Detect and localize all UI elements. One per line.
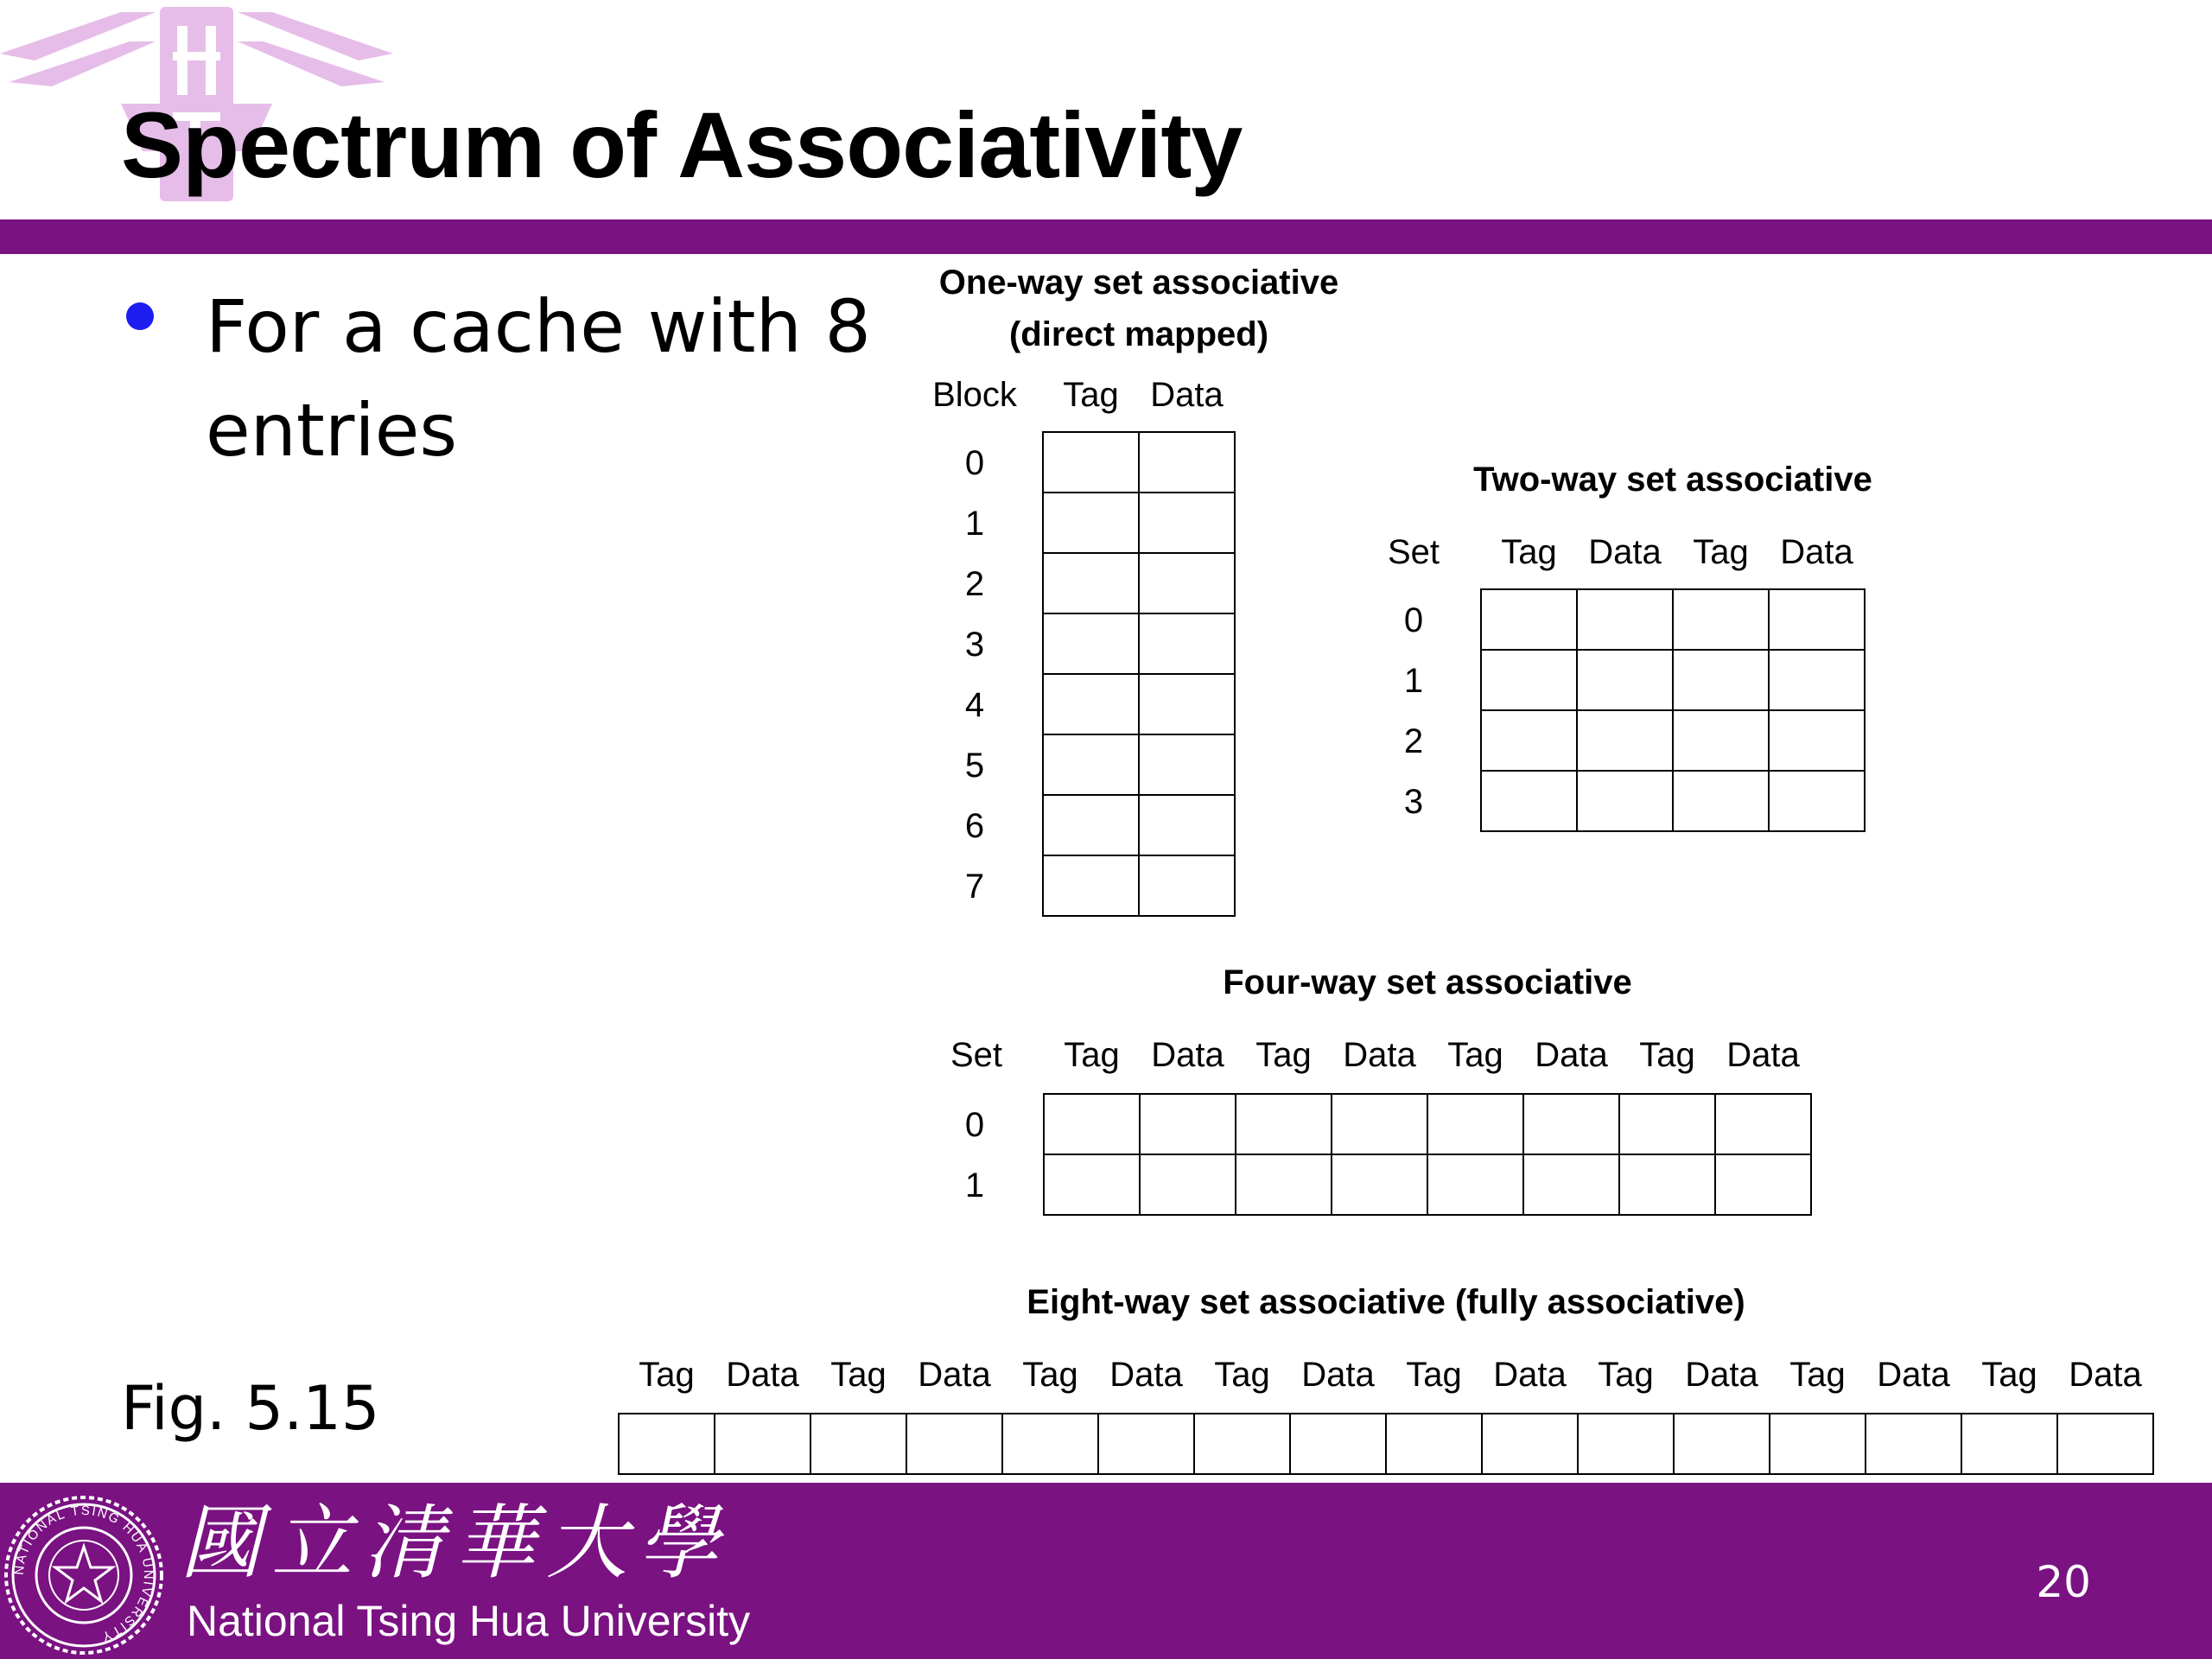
cache-cell <box>2057 1414 2153 1474</box>
cache-cell <box>1236 1154 1332 1215</box>
column-label: Data <box>1535 1036 1608 1074</box>
cache-cell <box>1715 1154 1811 1215</box>
cache-cell <box>1043 674 1139 734</box>
cache-table-1 <box>932 264 1338 916</box>
row-label: 0 <box>964 444 985 482</box>
column-label: Tag <box>1598 1356 1654 1394</box>
column-label: Data <box>726 1356 799 1394</box>
cache-table-2 <box>1388 461 1872 831</box>
bullet-text: For a cache with 8 entries <box>206 284 871 473</box>
cache-cell <box>1043 613 1139 674</box>
cache-cell <box>1002 1414 1098 1474</box>
column-label: Data <box>1150 376 1224 414</box>
university-seal-icon <box>2 1493 166 1657</box>
row-header-label: Set <box>1387 533 1440 571</box>
column-label: Tag <box>1406 1356 1462 1394</box>
column-label: Data <box>1343 1036 1416 1074</box>
cache-cell <box>906 1414 1002 1474</box>
column-label: Tag <box>1693 533 1749 571</box>
cache-cell <box>1044 1094 1140 1154</box>
column-label: Data <box>918 1356 991 1394</box>
cache-cell <box>1427 1094 1523 1154</box>
cache-cell <box>1386 1414 1482 1474</box>
cache-cell <box>1043 553 1139 613</box>
column-label: Data <box>1877 1356 1950 1394</box>
cache-cell <box>1139 674 1235 734</box>
row-label: 3 <box>1403 783 1424 821</box>
row-label: 1 <box>1403 662 1424 700</box>
cache-cell <box>1769 650 1865 710</box>
column-label: Data <box>1151 1036 1224 1074</box>
cache-cell <box>1139 734 1235 795</box>
column-label: Tag <box>1022 1356 1078 1394</box>
row-label: 6 <box>964 807 985 845</box>
column-label: Tag <box>1639 1036 1695 1074</box>
cache-cell <box>1715 1094 1811 1154</box>
row-label: 7 <box>964 868 985 906</box>
row-header-label: Set <box>950 1036 1003 1074</box>
column-label: Tag <box>1214 1356 1270 1394</box>
cache-cell <box>1044 1154 1140 1215</box>
table-title: Four-way set associative <box>1223 963 1632 1001</box>
table-title: One-way set associative <box>938 264 1339 302</box>
cache-cell <box>1139 613 1235 674</box>
column-label: Tag <box>1063 376 1119 414</box>
column-label: Tag <box>639 1356 695 1394</box>
table-title: (direct mapped) <box>1008 315 1269 353</box>
cache-cell <box>1481 589 1577 650</box>
column-label: Tag <box>1789 1356 1846 1394</box>
cache-cell <box>1578 1414 1674 1474</box>
cache-cell <box>1673 650 1769 710</box>
cache-cell <box>1673 589 1769 650</box>
cache-cell <box>619 1414 715 1474</box>
column-label: Data <box>1588 533 1662 571</box>
row-label: 4 <box>964 686 985 724</box>
cache-cell <box>1769 771 1865 831</box>
cache-cell <box>1619 1154 1715 1215</box>
cache-cell <box>1523 1094 1619 1154</box>
cache-cell <box>1770 1414 1866 1474</box>
cache-cell <box>1577 710 1673 771</box>
column-label: Data <box>1109 1356 1183 1394</box>
column-label: Tag <box>830 1356 887 1394</box>
slide-title: Spectrum of Associativity <box>121 92 1243 197</box>
cache-cell <box>1769 589 1865 650</box>
cache-cell <box>1674 1414 1770 1474</box>
cache-cell <box>1332 1094 1427 1154</box>
row-label: 2 <box>1403 722 1424 760</box>
column-label: Data <box>1726 1036 1800 1074</box>
row-label: 5 <box>964 747 985 785</box>
column-label: Tag <box>1447 1036 1503 1074</box>
cache-cell <box>1481 710 1577 771</box>
university-name-chinese: 國立清華大學 <box>180 1497 730 1591</box>
column-label: Data <box>1301 1356 1375 1394</box>
cache-cell <box>1866 1414 1961 1474</box>
cache-cell <box>1043 493 1139 553</box>
cache-cell <box>715 1414 810 1474</box>
cache-table-3 <box>950 963 1811 1215</box>
cache-cell <box>1577 650 1673 710</box>
row-label: 3 <box>964 626 985 664</box>
figure-caption: Fig. 5.15 <box>121 1373 380 1444</box>
column-label: Data <box>1685 1356 1758 1394</box>
column-label: Tag <box>1501 533 1557 571</box>
table-title: Eight-way set associative (fully associative) <box>1027 1283 1745 1321</box>
cache-cell <box>1139 795 1235 855</box>
cache-cell <box>1043 432 1139 493</box>
cache-cell <box>1482 1414 1578 1474</box>
column-label: Tag <box>1981 1356 2037 1394</box>
cache-cell <box>1332 1154 1427 1215</box>
row-label: 1 <box>964 505 985 543</box>
cache-cell <box>1481 650 1577 710</box>
cache-cell <box>1619 1094 1715 1154</box>
cache-cell <box>1139 855 1235 916</box>
page-number: 20 <box>2036 1557 2091 1607</box>
cache-cell <box>1577 771 1673 831</box>
column-label: Data <box>1780 533 1853 571</box>
cache-table-4 <box>619 1283 2153 1474</box>
row-label: 2 <box>964 565 985 603</box>
row-header-label: Block <box>932 376 1017 414</box>
cache-cell <box>1290 1414 1386 1474</box>
cache-cell <box>1140 1154 1236 1215</box>
university-name-english: National Tsing Hua University <box>187 1597 751 1645</box>
cache-cell <box>1194 1414 1290 1474</box>
cache-cell <box>1098 1414 1194 1474</box>
cache-cell <box>810 1414 906 1474</box>
cache-cell <box>1673 710 1769 771</box>
column-label: Data <box>1493 1356 1567 1394</box>
row-label: 0 <box>1403 601 1424 639</box>
cache-cell <box>1043 855 1139 916</box>
column-label: Tag <box>1064 1036 1120 1074</box>
table-title: Two-way set associative <box>1473 461 1872 499</box>
cache-cell <box>1427 1154 1523 1215</box>
cache-cell <box>1140 1094 1236 1154</box>
cache-cell <box>1481 771 1577 831</box>
cache-cell <box>1139 493 1235 553</box>
column-label: Tag <box>1255 1036 1312 1074</box>
row-label: 1 <box>964 1166 985 1205</box>
column-label: Data <box>2069 1356 2142 1394</box>
cache-cell <box>1236 1094 1332 1154</box>
cache-cell <box>1523 1154 1619 1215</box>
row-label: 0 <box>964 1106 985 1144</box>
cache-cell <box>1139 553 1235 613</box>
cache-cell <box>1673 771 1769 831</box>
cache-cell <box>1577 589 1673 650</box>
cache-cell <box>1043 795 1139 855</box>
cache-cell <box>1139 432 1235 493</box>
cache-cell <box>1961 1414 2057 1474</box>
cache-cell <box>1769 710 1865 771</box>
seal-text: NATIONAL TSING HUA UNIVERSITY <box>11 1503 156 1644</box>
cache-cell <box>1043 734 1139 795</box>
